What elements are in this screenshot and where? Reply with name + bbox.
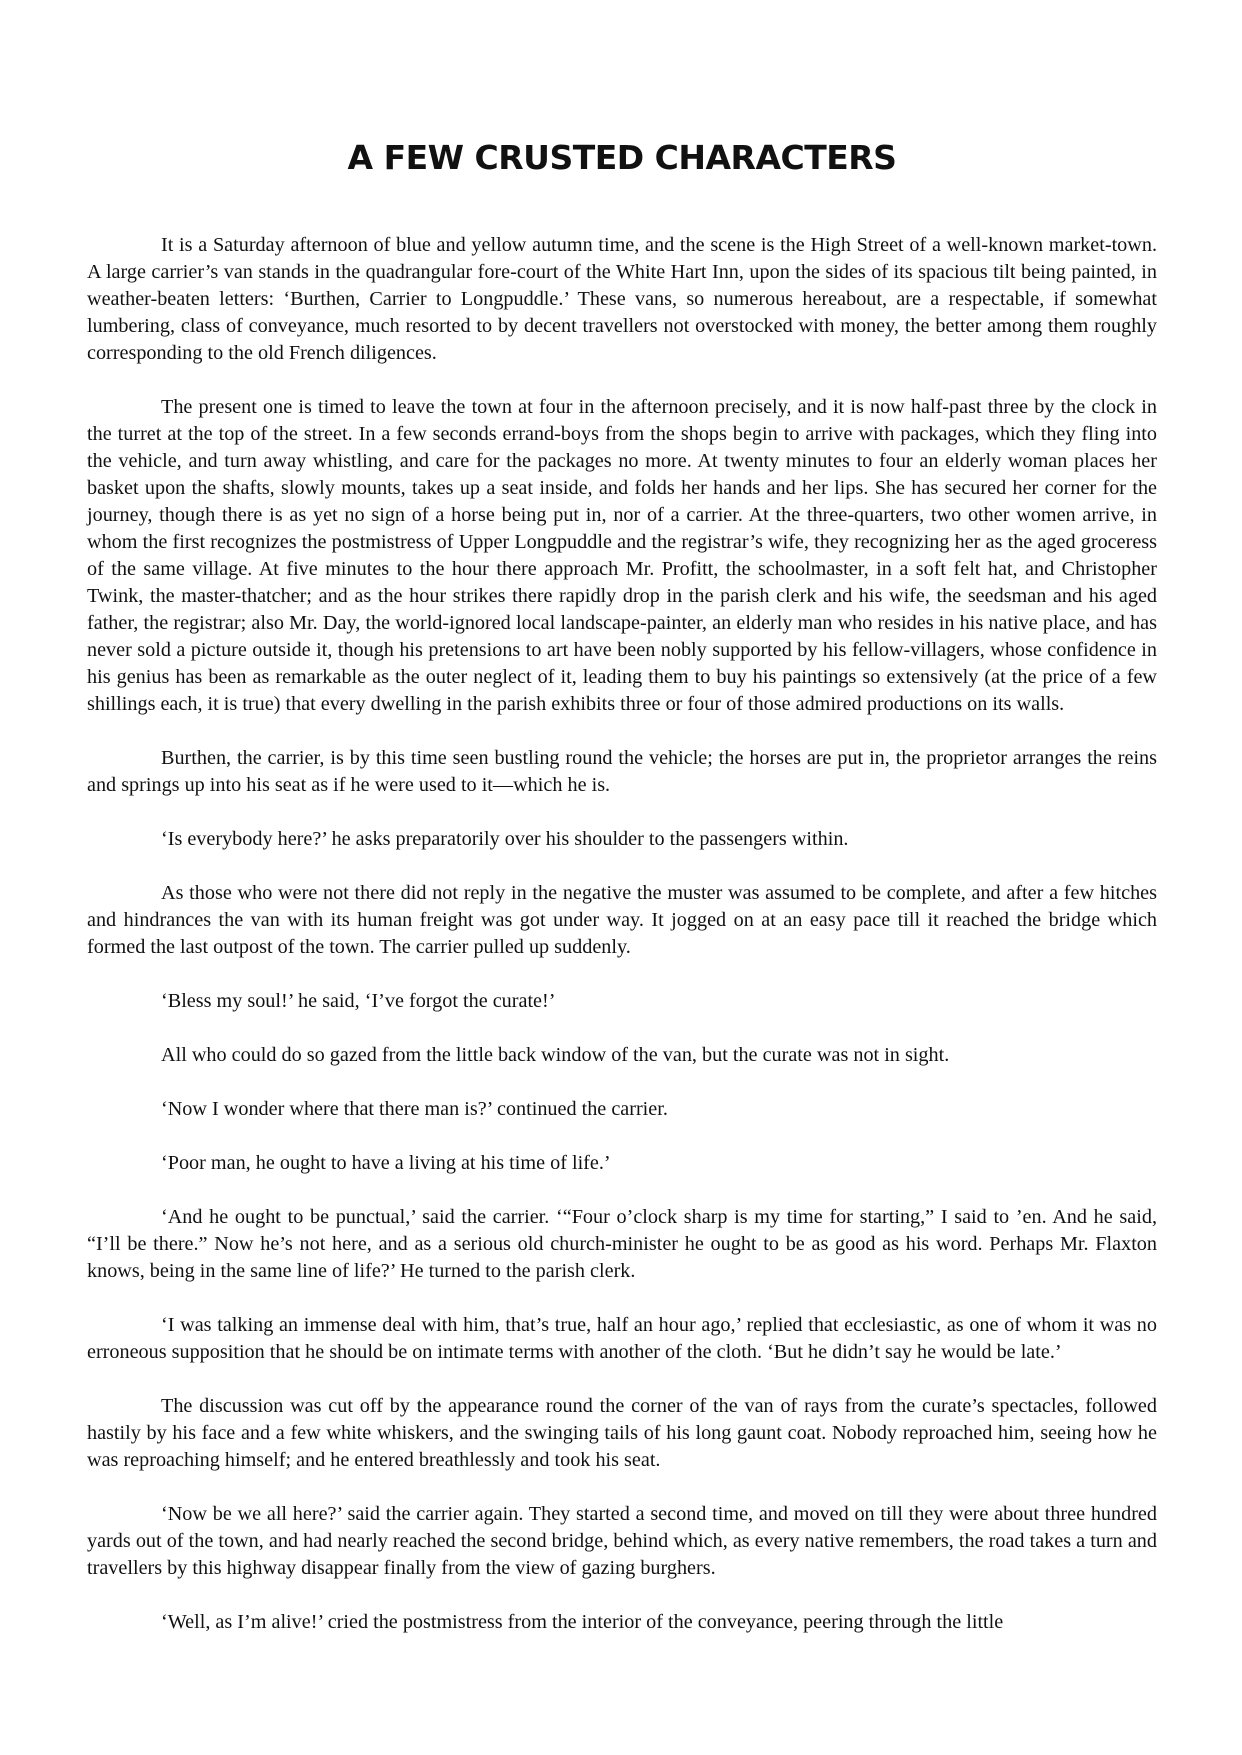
page-title: A FEW CRUSTED CHARACTERS — [347, 138, 897, 177]
paragraph: ‘Poor man, he ought to have a living at his time of life.’ — [161, 1152, 611, 1174]
paragraph: Burthen, the carrier, is by this time seen bustling round the vehicle; the horses are put in, the proprietor arranges the reins and springs up into his seat as if he were used to it—which he is. — [87, 747, 1157, 796]
paragraph: All who could do so gazed from the little back window of the van, but the curate was not in sight. — [161, 1044, 950, 1066]
paragraph: ‘Bless my soul!’ he said, ‘I’ve forgot the curate!’ — [161, 990, 556, 1012]
paragraph: As those who were not there did not reply in the negative the muster was assumed to be complete, and after a few hitches and hindrances the van with its human freight was got under way. It jogged on at an easy pace till it reached the bridge which formed the last outpost of the town. The carrier pulled up suddenly. — [87, 882, 1157, 958]
paragraph: ‘Is everybody here?’ he asks preparatorily over his shoulder to the passengers within. — [161, 828, 849, 850]
paragraph: ‘Now I wonder where that there man is?’ continued the carrier. — [161, 1098, 668, 1120]
document-page — [87, 0, 1157, 1755]
paragraph: ‘And he ought to be punctual,’ said the carrier. ‘“Four o’clock sharp is my time for starting,” I said to ’en. And he said, “I’ll be there.” Now he’s not here, and as a serious old church-minister he ought to be as good as his word. Perhaps Mr. Flaxton knows, being in the same line of life?’ He turned to the parish clerk. — [87, 1206, 1157, 1282]
paragraph: ‘Now be we all here?’ said the carrier again. They started a second time, and moved on till they were about three hundred yards out of the town, and had nearly reached the second bridge, behind which, as every native remembers, the road takes a turn and travellers by this highway disappear finally from the view of gazing burghers. — [87, 1503, 1157, 1579]
paragraph: ‘Well, as I’m alive!’ cried the postmistress from the interior of the conveyance, peering through the little — [161, 1611, 1004, 1633]
body-text — [87, 232, 1157, 1663]
paragraph: The discussion was cut off by the appearance round the corner of the van of rays from the curate’s spectacles, followed hastily by his face and a few white whiskers, and the swinging tails of his long gaunt coat. Nobody reproached him, seeing how he was reproaching himself; and he entered breathlessly and took his seat. — [87, 1395, 1157, 1471]
paragraph: ‘I was talking an immense deal with him, that’s true, half an hour ago,’ replied that ecclesiastic, as one of whom it was no erroneous supposition that he should be on intimate terms with another of the cloth. ‘But he didn’t say he would be late.’ — [87, 1314, 1157, 1363]
paragraph: The present one is timed to leave the town at four in the afternoon precisely, and it is now half-past three by the clock in the turret at the top of the street. In a few seconds errand-boys from the shops begin to arrive with packages, which they fling into the vehicle, and turn away whistling, and care for the packages no more. At twenty minutes to four an elderly woman places her basket upon the shafts, slowly mounts, takes up a seat inside, and folds her hands and her lips. She has secured her corner for the journey, though there is as yet no sign of a horse being put in, nor of a carrier. At the three-quarters, two other women arrive, in whom the first recognizes the postmistress of Upper Longpuddle and the registrar’s wife, they recognizing her as the aged groceress of the same village. At five minutes to the hour there approach Mr. Profitt, the schoolmaster, in a soft felt hat, and Christopher Twink, the master-thatcher; and as the hour strikes there rapidly drop in the parish clerk and his wife, the seedsman and his aged father, the registrar; also Mr. Day, the world-ignored local landscape-painter, an elderly man who resides in his native place, and has never sold a picture outside it, though his pretensions to art have been nobly supported by his fellow-villagers, whose confidence in his genius has been as remarkable as the outer neglect of it, leading them to buy his paintings so extensively (at the price of a few shillings each, it is true) that every dwelling in the parish exhibits three or four of those admired productions on its walls. — [87, 396, 1157, 715]
paragraph: It is a Saturday afternoon of blue and yellow autumn time, and the scene is the High Street of a well-known market-town. A large carrier’s van stands in the quadrangular fore-court of the White Hart Inn, upon the sides of its spacious tilt being painted, in weather-beaten letters: ‘Burthen, Carrier to Longpuddle.’ These vans, so numerous hereabout, are a respectable, if somewhat lumbering, class of conveyance, much resorted to by decent travellers not overstocked with money, the better among them roughly corresponding to the old French diligences. — [87, 234, 1157, 364]
